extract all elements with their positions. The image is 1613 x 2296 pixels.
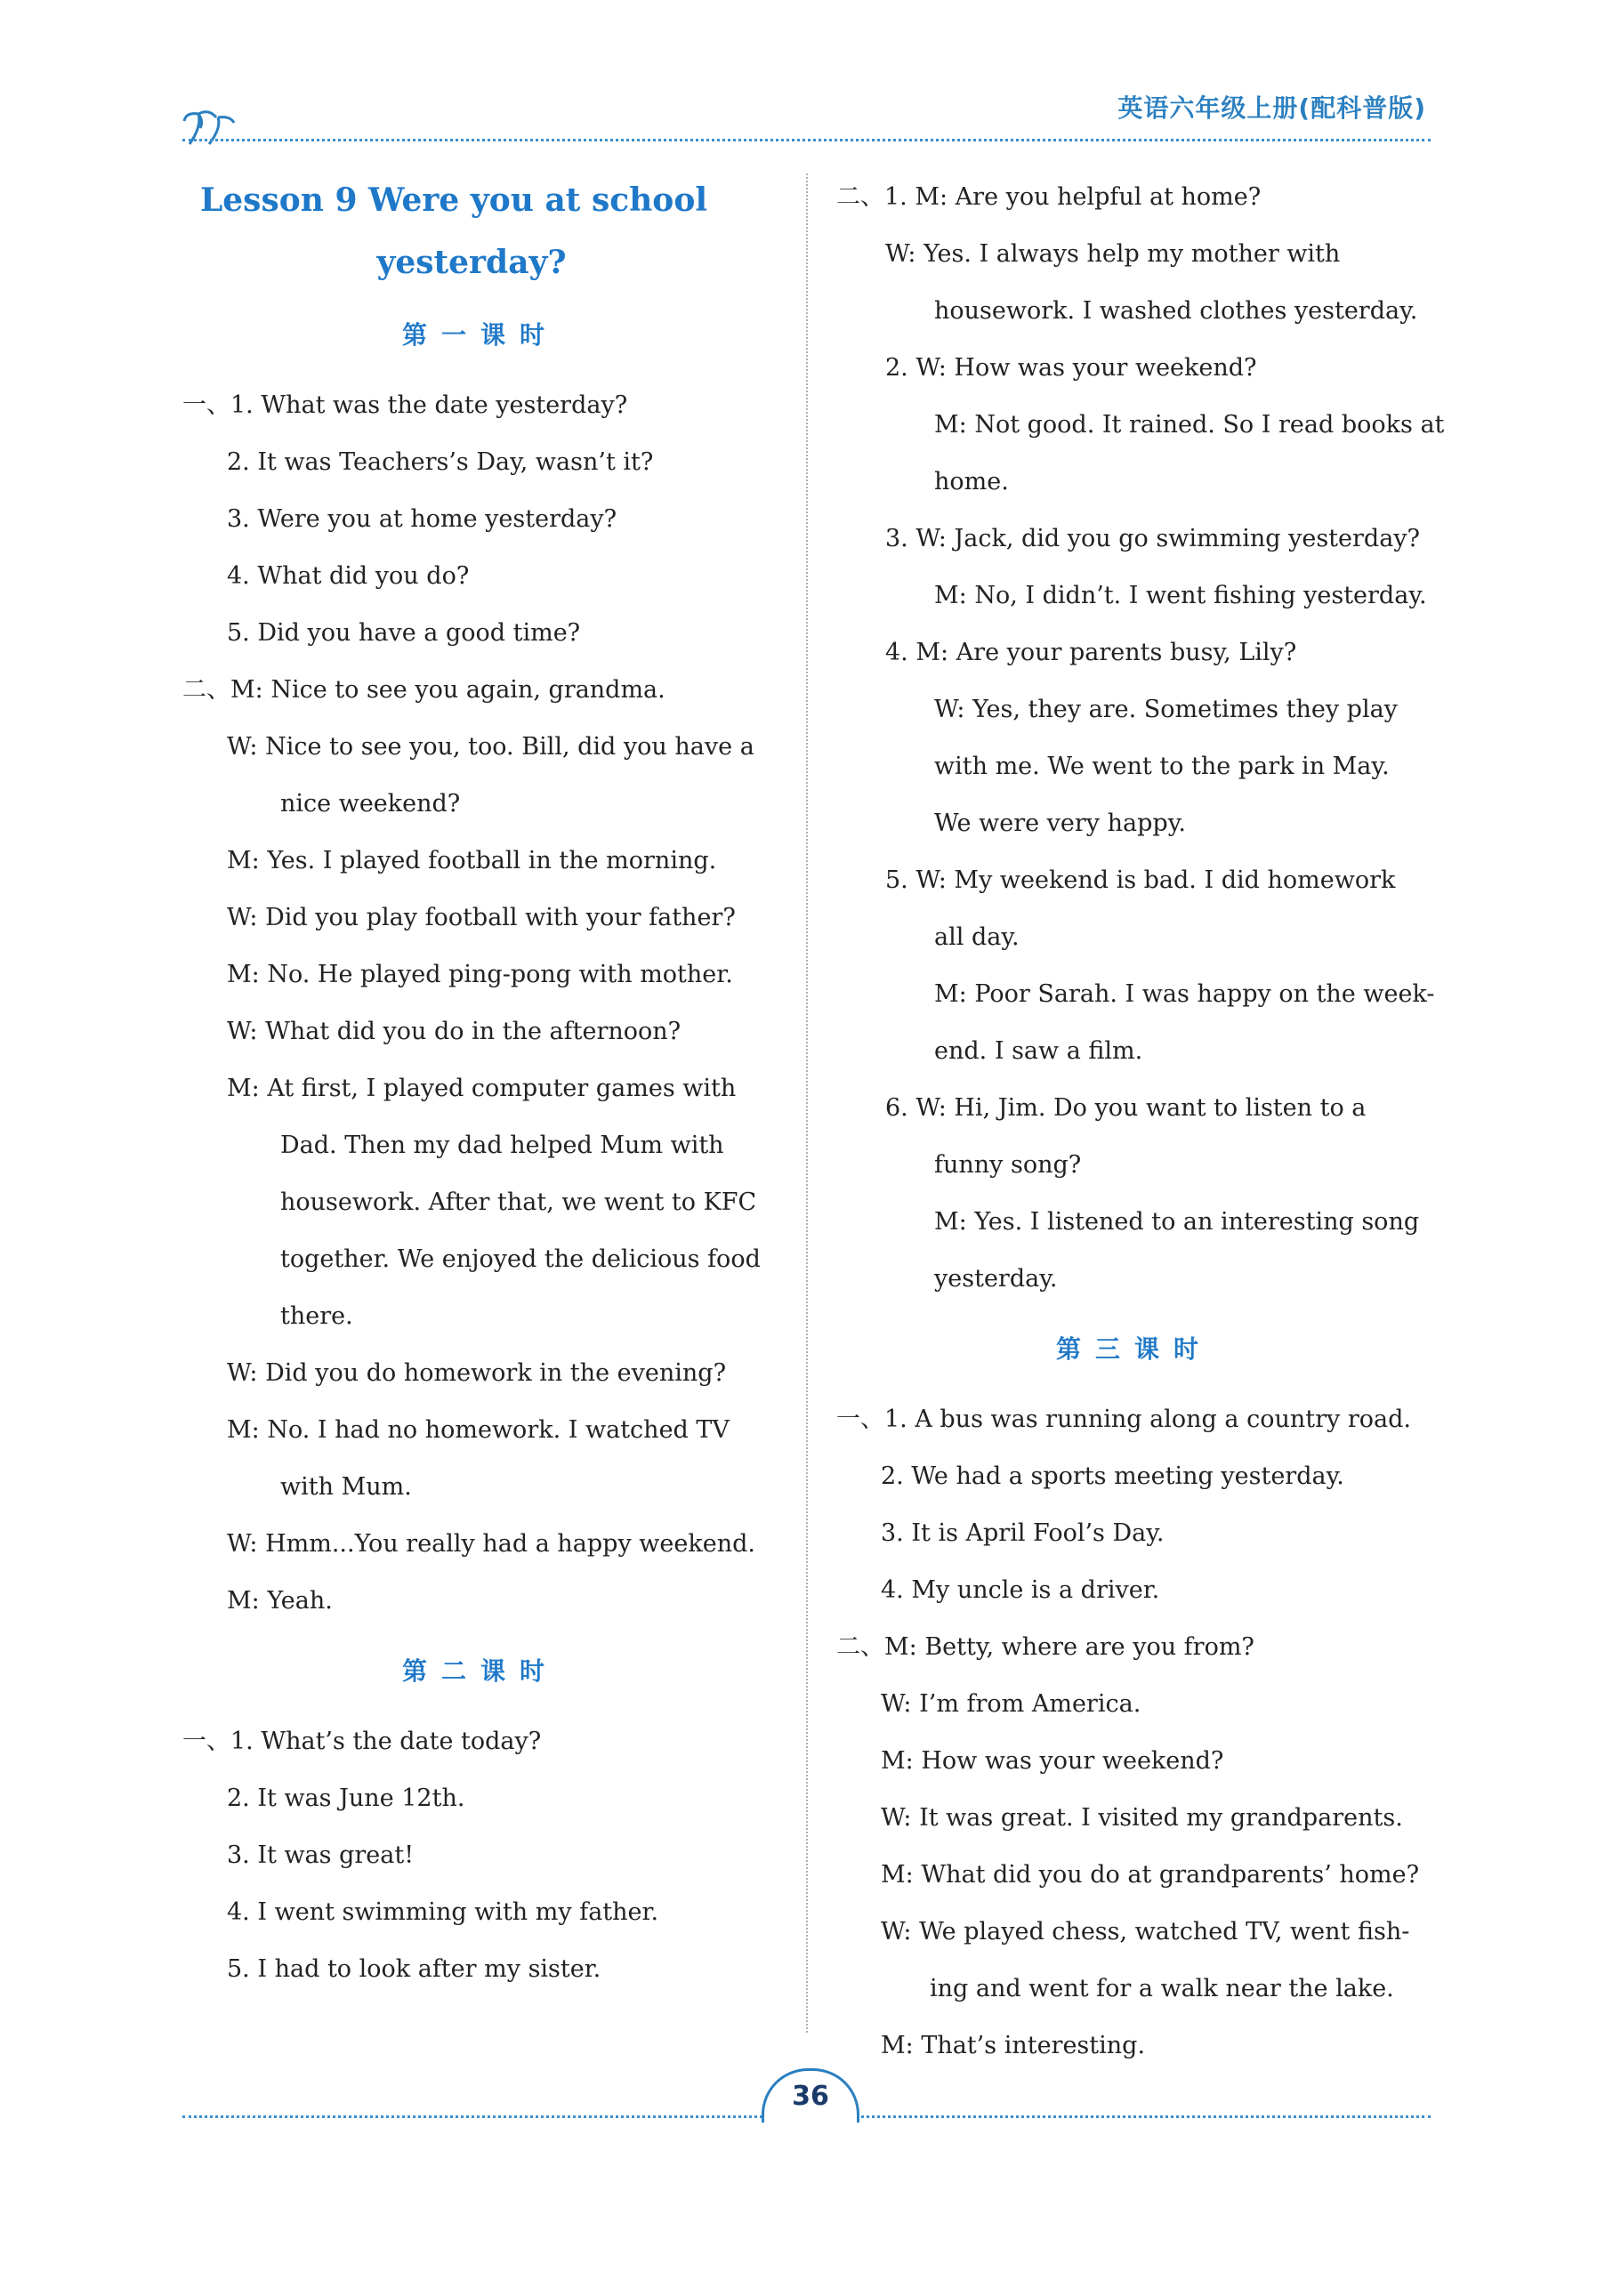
text-line: Dad. Then my dad helped Mum with <box>280 1132 724 1159</box>
text-line: all day. <box>934 923 1020 951</box>
text-line: 5. I had to look after my sister. <box>227 1955 601 1983</box>
text-line: nice weekend? <box>280 790 461 818</box>
text-line: We were very happy. <box>934 810 1186 837</box>
text-line: end. I saw a film. <box>934 1037 1143 1065</box>
section-heading-2: 第二课时 <box>401 1656 559 1686</box>
text-line: W: Hmm...You really had a happy weekend. <box>227 1530 755 1558</box>
lesson-title-line1: Lesson 9 Were you at school <box>199 181 708 219</box>
text-line: 2. It was June 12th. <box>227 1784 465 1812</box>
text-line: 6. W: Hi, Jim. Do you want to listen to a <box>885 1094 1367 1122</box>
text-line: together. We enjoyed the delicious food <box>280 1245 761 1273</box>
text-line: 二、M: Betty, where are you from? <box>836 1633 1254 1661</box>
text-line: M: Yeah. <box>227 1587 333 1615</box>
text-line: yesterday. <box>934 1265 1058 1293</box>
page-number: 36 <box>762 2068 859 2123</box>
text-line: 一、1. A bus was running along a country road. <box>836 1406 1411 1433</box>
text-line: M: Not good. It rained. So I read books at <box>934 411 1445 439</box>
text-line: M: That’s interesting. <box>881 2032 1146 2059</box>
text-line: M: Yes. I listened to an interesting song <box>934 1208 1420 1236</box>
text-line: housework. After that, we went to KFC <box>280 1188 757 1216</box>
text-line: M: No, I didn’t. I went fishing yesterday. <box>934 582 1427 609</box>
section-heading-3: 第三课时 <box>1055 1334 1213 1364</box>
text-line: W: It was great. I visited my grandparents. <box>881 1804 1403 1832</box>
text-line: 一、1. What’s the date today? <box>182 1728 542 1755</box>
book-title: 英语六年级上册(配科普版) <box>1117 93 1426 123</box>
text-line: W: Yes. I always help my mother with <box>885 240 1341 268</box>
text-line: with me. We went to the park in May. <box>934 753 1390 780</box>
text-line: M: No. I had no homework. I watched TV <box>227 1416 730 1444</box>
text-line: W: Did you play football with your father? <box>227 904 736 931</box>
lesson-title-line2: yesterday? <box>376 244 567 281</box>
text-line: 2. W: How was your weekend? <box>885 354 1257 382</box>
text-line: W: Yes, they are. Sometimes they play <box>934 696 1398 723</box>
text-line: 3. It is April Fool’s Day. <box>881 1519 1165 1547</box>
text-line: M: Yes. I played football in the morning. <box>227 847 717 874</box>
text-line: 3. It was great! <box>227 1841 415 1869</box>
text-line: 4. What did you do? <box>227 562 470 590</box>
right-column <box>836 169 1445 2074</box>
text-line: W: What did you do in the afternoon? <box>227 1018 681 1045</box>
text-line: 4. M: Are your parents busy, Lily? <box>885 639 1297 666</box>
text-line: 4. My uncle is a driver. <box>881 1576 1160 1604</box>
text-line: 一、1. What was the date yesterday? <box>182 391 628 419</box>
text-line: 二、M: Nice to see you again, grandma. <box>182 676 665 704</box>
text-line: W: We played chess, watched TV, went fish- <box>881 1918 1410 1946</box>
text-line: ing and went for a walk near the lake. <box>930 1975 1394 2002</box>
text-line: W: Did you do homework in the evening? <box>227 1359 727 1387</box>
lesson-title <box>182 169 778 294</box>
text-line: M: No. He played ping-pong with mother. <box>227 961 733 988</box>
text-line: M: At first, I played computer games with <box>227 1075 737 1102</box>
text-line: 2. It was Teachers’s Day, wasn’t it? <box>227 448 654 476</box>
text-line: home. <box>934 468 1009 495</box>
text-line: 3. W: Jack, did you go swimming yesterday? <box>885 525 1421 552</box>
text-line: W: I’m from America. <box>881 1690 1141 1718</box>
text-line: W: Nice to see you, too. Bill, did you have a <box>227 733 754 761</box>
text-line: 2. We had a sports meeting yesterday. <box>881 1462 1344 1490</box>
text-line: 二、1. M: Are you helpful at home? <box>836 183 1262 211</box>
text-line: M: What did you do at grandparents’ home? <box>881 1861 1420 1889</box>
text-line: funny song? <box>934 1151 1082 1179</box>
text-line: 4. I went swimming with my father. <box>227 1898 659 1926</box>
text-line: 5. W: My weekend is bad. I did homework <box>885 866 1396 894</box>
text-line: M: Poor Sarah. I was happy on the week- <box>934 980 1435 1008</box>
text-line: 3. Were you at home yesterday? <box>227 505 617 533</box>
text-line: housework. I washed clothes yesterday. <box>934 297 1418 325</box>
column-divider <box>806 173 808 2033</box>
text-line: M: How was your weekend? <box>881 1747 1224 1775</box>
section-heading-1: 第一课时 <box>401 320 559 350</box>
text-line: 5. Did you have a good time? <box>227 619 581 647</box>
text-line: with Mum. <box>280 1473 412 1501</box>
text-line: there. <box>280 1302 353 1330</box>
left-column <box>182 169 778 1998</box>
header-divider <box>182 139 1431 147</box>
